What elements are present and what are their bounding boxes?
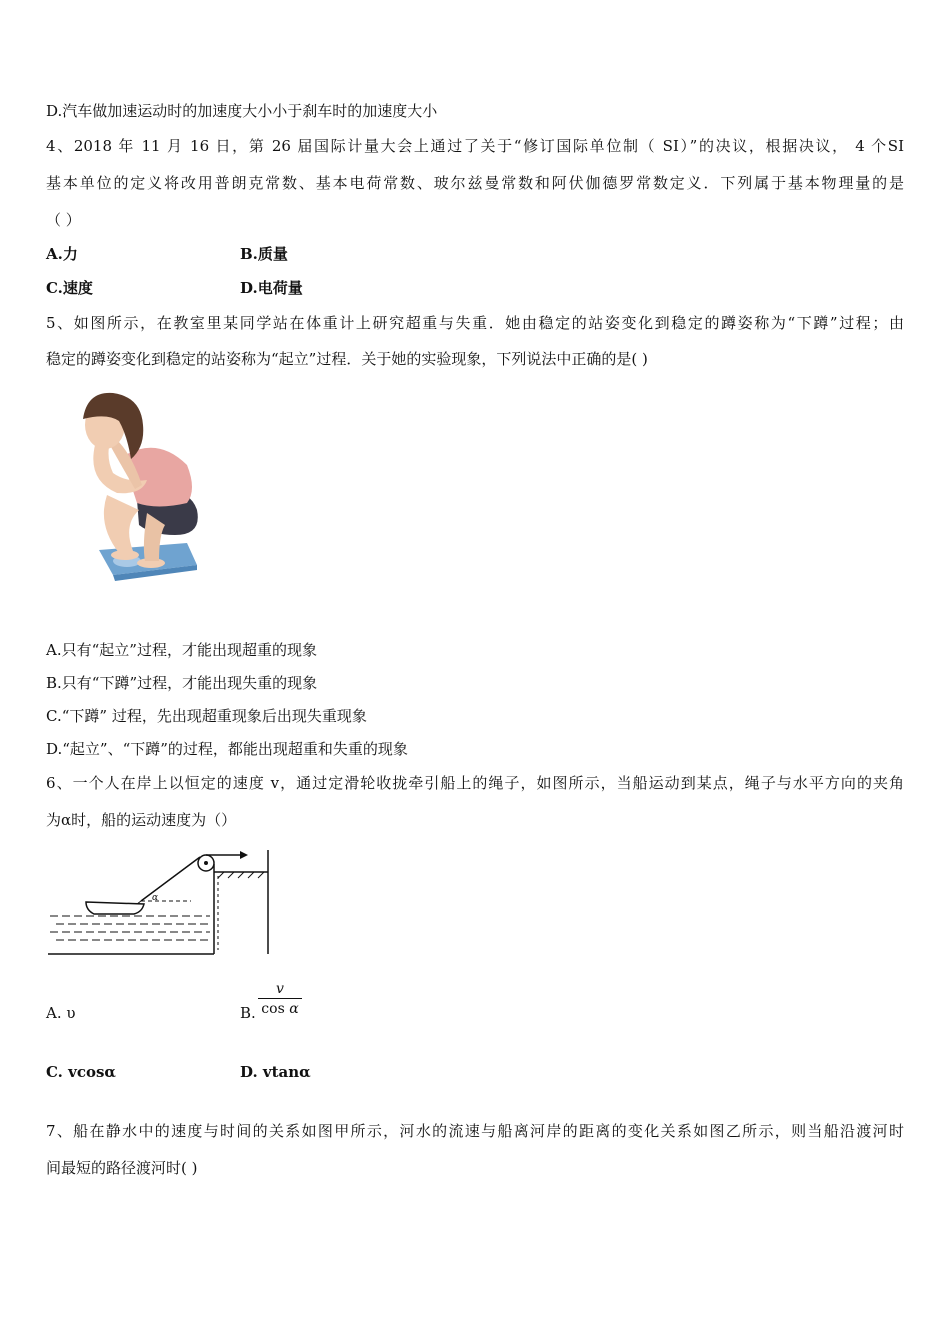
q4-option-b: B.质量 xyxy=(240,245,288,263)
q5-option-a: A.只有“起立”过程，才能出现超重的现象 xyxy=(46,641,317,659)
q4-stem-line3: （ ） xyxy=(46,211,81,229)
q6-option-a: A. υ xyxy=(46,1004,76,1022)
angle-alpha-label: α xyxy=(152,893,159,903)
q6-stem-line2: 为α时，船的运动速度为（） xyxy=(46,811,237,829)
q5-option-d: D.“起立”、“下蹲”的过程，都能出现超重和失重的现象 xyxy=(46,740,408,758)
fraction-denominator: cos α xyxy=(261,1001,299,1017)
q7-stem-line2: 间最短的路径渡河时( ) xyxy=(46,1159,198,1177)
q6-stem-line1: 6、一个人在岸上以恒定的速度 v，通过定滑轮收拢牵引船上的绳子，如图所示，当船运动到某点，绳子与水平方向的夹角 xyxy=(46,774,904,792)
q6-option-b-fraction xyxy=(258,980,302,1018)
boat-pulley-figure xyxy=(46,846,276,958)
q4-stem-line2: 基本单位的定义将改用普朗克常数、基本电荷常数、玻尔兹曼常数和阿伏伽德罗常数定义．下列属于基本物理量的是 xyxy=(46,174,904,192)
fraction-numerator: v xyxy=(276,981,284,997)
q4-option-a: A.力 xyxy=(46,245,78,263)
q3-option-d: D.汽车做加速运动时的加速度大小小于刹车时的加速度大小 xyxy=(46,102,438,120)
q5-stem-line1: 5、如图所示，在教室里某同学站在体重计上研究超重与失重．她由稳定的站姿变化到稳定的蹲姿称为“下蹲”过程；由 xyxy=(46,314,904,332)
q5-option-c: C.“下蹲” 过程，先出现超重现象后出现失重现象 xyxy=(46,707,367,725)
fraction-bar xyxy=(258,998,302,999)
q6-option-b-prefix: B. xyxy=(240,1004,256,1022)
q6-option-d: D. vtanα xyxy=(240,1063,311,1081)
q7-stem-line1: 7、船在静水中的速度与时间的关系如图甲所示，河水的流速与船离河岸的距离的变化关系如图乙所示，则当船沿渡河时 xyxy=(46,1122,904,1140)
q4-option-c: C.速度 xyxy=(46,279,93,297)
q6-option-c: C. vcosα xyxy=(46,1063,116,1081)
q5-stem-line2: 稳定的蹲姿变化到稳定的站姿称为“起立”过程．关于她的实验现象，下列说法中正确的是( ) xyxy=(46,350,648,368)
squatting-girl-on-scale-figure xyxy=(47,385,229,591)
q4-option-d: D.电荷量 xyxy=(240,279,303,297)
q5-option-b: B.只有“下蹲”过程，才能出现失重的现象 xyxy=(46,674,318,692)
q4-stem-line1: 4、2018 年 11 月 16 日，第 26 届国际计量大会上通过了关于“修订国际单位制（ SI）”的决议，根据决议， 4 个SI xyxy=(46,137,904,155)
